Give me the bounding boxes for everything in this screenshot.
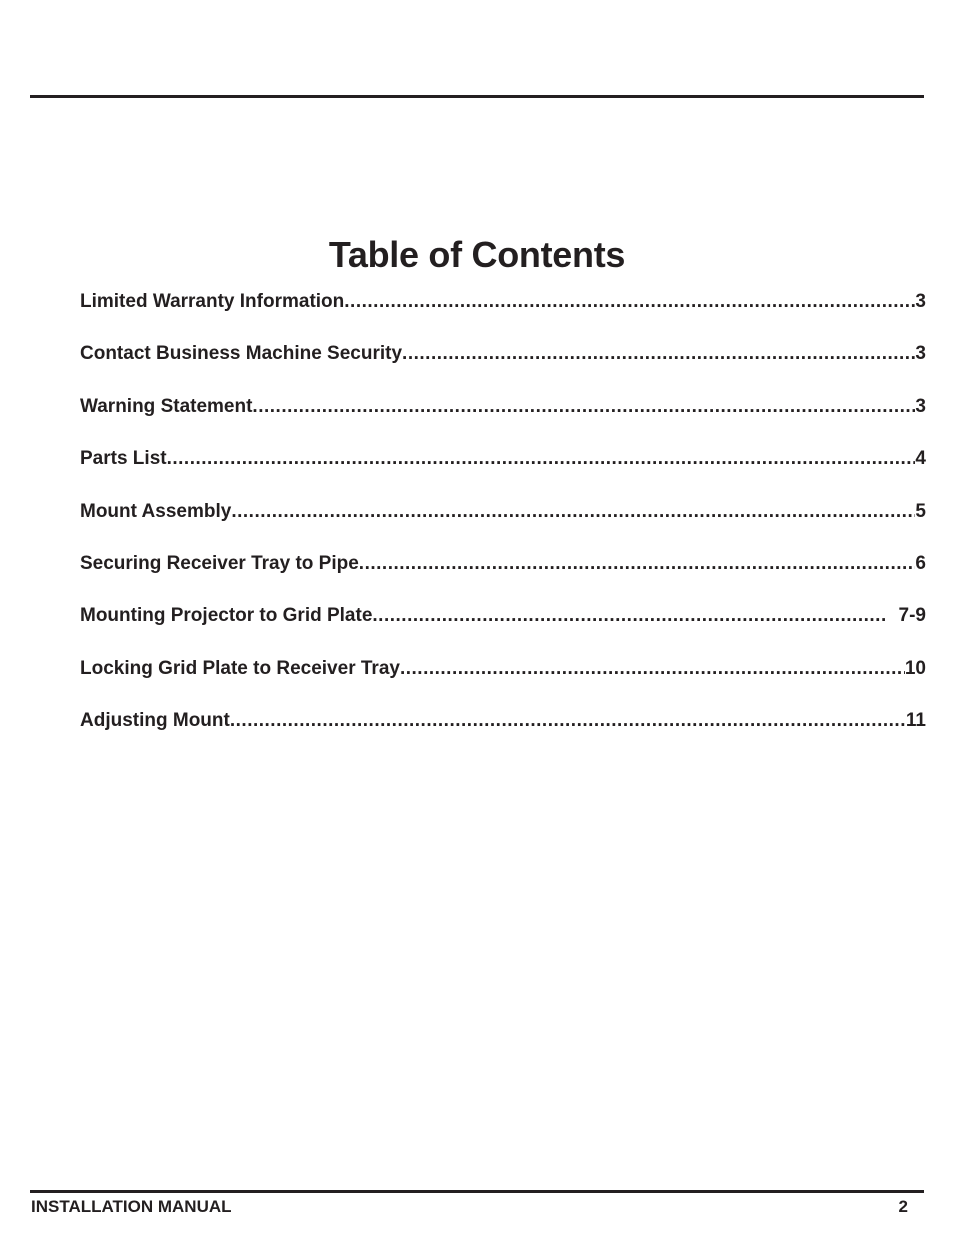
toc-entry-warning — [80, 393, 926, 445]
footer-rule — [30, 1190, 924, 1193]
toc-entry-parts-list — [80, 445, 926, 497]
toc-entry-page: 7-9 — [898, 605, 926, 627]
toc-entry-page: 3 — [915, 291, 926, 312]
toc-entry-page: 4 — [915, 448, 926, 470]
toc-leader-dots — [359, 550, 916, 578]
toc-entry-limited-warranty — [80, 288, 926, 340]
toc-entry-label: Warning Statement — [80, 395, 253, 417]
table-of-contents — [80, 288, 926, 760]
toc-entry-label: Parts List — [80, 448, 167, 470]
toc-leader-dots — [230, 707, 906, 735]
toc-entry-label: Limited Warranty Information — [80, 291, 345, 312]
toc-entry-label: Contact Business Machine Security — [80, 343, 403, 365]
toc-leader-dots — [372, 602, 884, 630]
toc-entry-page: 6 — [915, 552, 926, 574]
toc-entry-page: 10 — [904, 657, 926, 679]
toc-entry-mounting-projector — [80, 602, 926, 654]
footer-manual-label: INSTALLATION MANUAL — [31, 1197, 232, 1216]
toc-entry-label: Mounting Projector to Grid Plate — [80, 605, 373, 627]
toc-leader-dots — [402, 340, 915, 368]
toc-entry-adjusting-mount — [80, 707, 926, 759]
toc-entry-locking-grid-plate — [80, 655, 926, 707]
toc-entry-page: 3 — [915, 343, 926, 365]
toc-entry-page: 5 — [915, 500, 926, 522]
header-rule — [30, 95, 924, 98]
toc-entry-mount-assembly — [80, 498, 926, 550]
toc-entry-label: Locking Grid Plate to Receiver Tray — [80, 657, 400, 679]
toc-leader-dots — [400, 655, 905, 683]
toc-entry-page: 11 — [905, 710, 926, 732]
footer-page-number: 2 — [898, 1197, 908, 1216]
toc-entry-page: 3 — [915, 395, 926, 417]
page-title: Table of Contents — [328, 234, 626, 276]
toc-entry-label: Securing Receiver Tray to Pipe — [80, 552, 359, 574]
toc-leader-dots — [344, 288, 915, 316]
toc-leader-dots — [231, 498, 915, 526]
toc-leader-dots — [167, 445, 916, 473]
toc-entry-label: Mount Assembly — [80, 500, 232, 522]
toc-entry-contact — [80, 340, 926, 392]
toc-entry-label: Adjusting Mount — [80, 710, 230, 732]
toc-entry-securing-tray — [80, 550, 926, 602]
toc-leader-dots — [252, 393, 915, 421]
